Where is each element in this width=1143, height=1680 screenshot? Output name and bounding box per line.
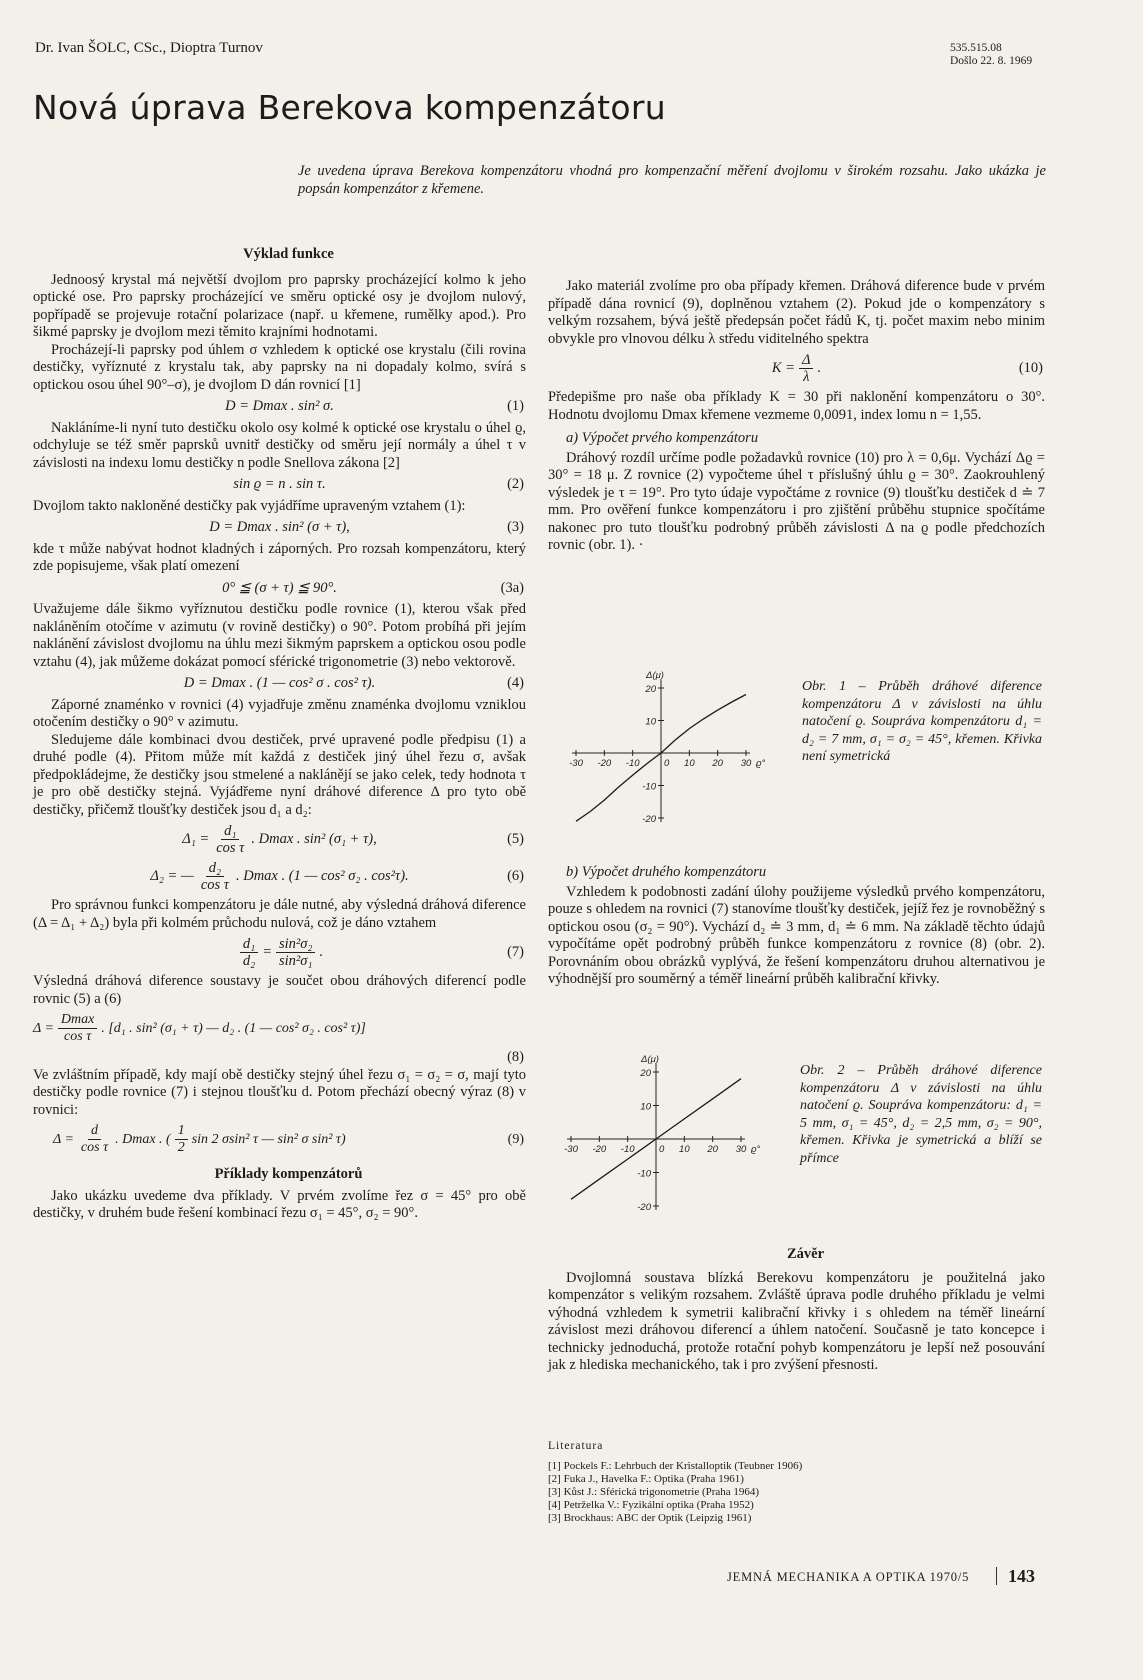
numerator: d <box>88 1123 101 1140</box>
section-heading: Výklad funkce <box>243 246 334 262</box>
reference-item: [3] Kůst J.: Sférická trigonometrie (Praha 1964) <box>548 1486 760 1498</box>
denominator: λ <box>803 369 810 385</box>
left-column <box>33 246 526 1223</box>
paragraph: Vzhledem k podobnosti zadání úlohy použijeme výsledků prvého kompenzátoru, pouze s ohledem na rovnici (7) stanovíme tloušťky destiček, jejíž řez je rovnoběžný s optickou osou (σ₂ = 90°). Vychází d₂ ≐ 3 mm, d₁ ≐ 6 mm. Na základě těchto údajů vypočítáme opět podrobný průběh funkce kompenzátoru z rovnice (8) (obr. 2). Porovnáním obou obrázků vyplývá, že řešení kompenzátoru druhou alternativou je výhodnější pro souměrný a téměř lineární průběh kalibrační křivky. <box>548 883 1045 987</box>
x-tick-label: 0 <box>664 758 670 769</box>
equation-2 <box>33 476 526 494</box>
x-tick-label: 0 <box>659 1144 665 1155</box>
paragraph: Záporné znaménko v rovnici (4) vyjadřuje změnu znaménka dvojlomu vzniklou otočením destičky o 90° v azimutu. <box>33 696 526 730</box>
equation-rhs: . Dmax . sin² (σ₁ + τ), <box>251 830 377 847</box>
y-tick-label: -10 <box>637 1168 651 1180</box>
equation-number: (9) <box>507 1131 524 1147</box>
paragraph: Dvojlom takto nakloněné destičky pak vyjádříme upraveným vztahem (1): <box>33 497 466 514</box>
figure-1-chart <box>548 668 798 843</box>
y-tick-label: -20 <box>637 1202 651 1213</box>
equation-8 <box>33 1012 526 1045</box>
equation-text: D = Dmax . sin² (σ + τ), <box>209 519 350 535</box>
figure-2-caption: Obr. 2 – Průběh dráhové diference kompenzátoru Δ v závislosti na úhlu natočení ϱ. Soupráva kompenzátoru: d₁ = 5 mm, σ₁ = 45°, d₂ = 2,5 mm, σ₂ = 90°, křemen. Křivka je symetrická a blíží se přímce <box>800 1063 1042 1166</box>
equation-6 <box>33 860 526 893</box>
reference-item: [4] Petrželka V.: Fyzikální optika (Praha 1952) <box>548 1499 754 1511</box>
paragraph: Výsledná dráhová diference soustavy je součet obou dráhových diferencí podle rovnic (5) a (6) <box>33 973 526 1007</box>
equation-4 <box>33 675 526 693</box>
paragraph: Pro správnou funkci kompenzátoru je dále nutné, aby výsledná dráhová diference (Δ = Δ₁ + Δ₂) byla při kolmém průchodu nulová, což je dáno vztahem <box>33 897 526 931</box>
x-tick-label: -20 <box>597 758 612 769</box>
x-tick-label: -10 <box>620 1144 635 1155</box>
udk-block <box>950 42 1032 68</box>
equation-10 <box>548 352 1045 385</box>
equation-lhs: Δ₁ = <box>182 830 210 847</box>
paragraph: Dvojlomná soustava blízká Berekovu kompenzátoru je použitelná jako kompenzátor s velikým rozsahem. Zvláště úprava podle druhého příkladu je velmi výhodná vzhledem k symetrii kalibrační křivky i s ohledem na téměř lineární závislost mezi dráhovou diferencí a úhlem natočení. Současně je tato koncepce i technicky jednoduchá, protože rotační pohyb kompenzátoru je lepší než posouvání jak z hlediska mechanického, tak i pro zvýšení přesnosti. <box>548 1269 1045 1373</box>
x-tick-label: 10 <box>684 758 695 769</box>
equation-number: (3a) <box>500 579 524 596</box>
paragraph: Uvažujeme dále šikmo vyříznutou destičku podle rovnice (1), kterou však před nakláněním otočíme v azimutu (v rovině destičky) o 90°. Potom probíhá při jejím naklánění závislost dvojlomu na úhlu mezi šikmým paprskem a optickou osou podle vztahu (4), jak můžeme dokázat pomocí sférické trigonometrie (3) nebo vektorově. <box>33 601 526 670</box>
received-date: Došlo 22. 8. 1969 <box>950 55 1033 67</box>
numerator: d₁ <box>221 823 239 840</box>
paragraph: Dráhový rozdíl určíme podle požadavků rovnice (10) pro λ = 0,6μ. Vychází Δϱ = 30° = 18 μ. Z rovnice (2) vypočteme úhel τ příslušný úhlu ϱ = 30°. Zaokrouhlený výsledek je τ = 19°. Pro tyto údaje vypočtáme z rovnice (9) tloušťku destiček d ≐ 7 mm. Pro ověření funkce kompenzátoru i pro zjištění průběhu stupnice spočítáme nakonec pro tuto tloušťku podrobný průběh závislosti Δ na ϱ podle předchozích rovnic (obr. 1). · <box>548 449 1045 553</box>
equation-lhs: Δ₂ = — <box>150 867 194 884</box>
right-column-top <box>548 278 1045 555</box>
equation-rhs: sin 2 σsin² τ — sin² σ sin² τ) <box>191 1131 346 1147</box>
author-line: Dr. Ivan ŠOLC, CSc., Dioptra Turnov <box>35 40 263 56</box>
journal-name: JEMNÁ MECHANIKA A OPTIKA 1970/5 <box>727 1570 970 1584</box>
references-heading: Literatura <box>548 1440 604 1452</box>
right-column-mid <box>548 864 1045 989</box>
denominator: cos τ <box>216 840 245 856</box>
equation-text: D = Dmax . (1 — cos² σ . cos² τ). <box>183 675 376 691</box>
equation-number: (3) <box>507 519 524 535</box>
denominator: cos τ <box>80 1140 109 1155</box>
y-tick-label: 10 <box>645 716 656 728</box>
x-tick-label: -30 <box>564 1144 578 1155</box>
x-tick-label: 30 <box>740 758 752 769</box>
fraction <box>799 352 814 385</box>
equation-lhs: Δ = <box>33 1020 54 1036</box>
paragraph: Sledujeme dále kombinaci dvou destiček, prvé upravené podle předpisu (1) a druhé podle (4). Přitom může mít každá z destiček jiný úhel řezu σ, avšak předpokládejme, že destičky jsou stmelené a naklánějí se jako celek, tedy hodnota τ je pro obě destičky stejná. Vyjádřeme nyní dráhové diference Δ pro tyto obě destičky, přičemž tloušťky destiček jsou d₁ a d₂: <box>33 731 526 818</box>
denominator: 2 <box>177 1140 185 1155</box>
equation-number: (10) <box>1018 359 1043 376</box>
y-axis-label: Δ(μ) <box>646 670 664 681</box>
section-heading: Závěr <box>786 1246 825 1262</box>
equation-1 <box>33 398 526 416</box>
equation-end: . <box>319 943 324 960</box>
equation-number: (4) <box>507 675 524 691</box>
equation-7 <box>33 936 526 969</box>
equation-text: 0° ≦ (σ + τ) ≦ 90°. <box>222 579 337 596</box>
udk-code: 535.515.08 <box>950 42 1002 54</box>
denominator: d₂ <box>242 953 256 969</box>
equation-number: (5) <box>507 830 524 847</box>
fraction <box>213 823 247 856</box>
denominator: cos τ <box>64 1029 92 1044</box>
figure-1-caption: Obr. 1 – Průběh dráhové diference kompenzátoru Δ v závislosti na úhlu natočení ϱ. Soupráva kompenzátoru d₁ = d₂ = 7 mm, σ₁ = σ₂ = 45°, křemen. Křivka není symetrická <box>802 679 1042 764</box>
fraction <box>240 936 258 969</box>
equation-text: sin ϱ = n . sin τ. <box>233 476 326 492</box>
fraction <box>175 1123 188 1156</box>
reference-item: [1] Pockels F.: Lehrbuch der Kristalloptik (Teubner 1906) <box>548 1460 803 1472</box>
references <box>548 1440 968 1525</box>
equation-mid: . Dmax . ( <box>115 1131 171 1147</box>
equation-3a <box>33 580 526 598</box>
fraction <box>78 1123 111 1156</box>
denominator: sin²σ₁ <box>279 953 313 969</box>
equation-number: (8) <box>507 1049 524 1065</box>
y-tick-label: 20 <box>640 1068 651 1079</box>
equation-3 <box>33 519 526 537</box>
y-tick-label: 10 <box>640 1101 651 1113</box>
paragraph: Předepišme pro naše oba příklady K = 30 při naklonění kompenzátoru o 30°. Hodnotu dvojlomu Dmax křemene vezmeme 0,0091, index lomu n = 1,55. <box>548 389 1045 423</box>
x-tick-label: 10 <box>679 1144 690 1155</box>
equation-number: (6) <box>507 867 524 884</box>
x-tick-label: -30 <box>569 758 583 769</box>
section-heading: Příklady kompenzátorů <box>214 1166 363 1182</box>
numerator: Δ <box>799 352 814 369</box>
y-tick-label: -10 <box>642 781 656 793</box>
denominator: cos τ <box>200 877 229 893</box>
x-axis-label: ϱ° <box>756 758 766 769</box>
subsection-heading: a) Výpočet prvého kompenzátoru <box>566 430 759 446</box>
numerator: Dmax <box>58 1012 97 1029</box>
fraction <box>58 1012 97 1045</box>
equation-lhs: Δ = <box>53 1131 74 1147</box>
numerator: d₁ <box>240 936 258 953</box>
paragraph: Jako materiál zvolíme pro oba případy křemen. Dráhová diference bude v prvém případě dána rovnicí (9), doplněnou vztahem (2). Pokud jde o kompenzátory s velkým rozsahem, bývá ještě předepsán počet řádů K, tj. počet maxim nebo minim obvykle pro vlnovou délku λ středu viditelného spektra <box>548 278 1045 347</box>
x-tick-label: 20 <box>712 758 723 769</box>
x-axis-label: ϱ° <box>751 1144 761 1155</box>
numerator: sin²σ₂ <box>276 936 315 953</box>
x-tick-label: -20 <box>592 1144 607 1155</box>
reference-item: [2] Fuka J., Havelka F.: Optika (Praha 1961) <box>548 1473 744 1485</box>
x-tick-label: 20 <box>707 1144 718 1155</box>
y-axis-label: Δ(μ) <box>641 1054 659 1065</box>
footer-divider <box>996 1567 997 1585</box>
equation-5 <box>33 823 526 856</box>
y-tick-label: -20 <box>642 814 656 825</box>
fraction <box>198 860 232 893</box>
x-tick-label: 30 <box>735 1144 747 1155</box>
equation-lhs: K = <box>771 359 795 376</box>
y-tick-label: 20 <box>645 684 656 695</box>
subsection-heading: b) Výpočet druhého kompenzátoru <box>566 864 767 880</box>
equation-rhs: . Dmax . (1 — cos² σ₂ . cos²τ). <box>235 867 409 884</box>
equals-sign: = <box>262 943 272 960</box>
equation-rhs: . [d₁ . sin² (σ₁ + τ) — d₂ . (1 — cos² σ₂ . cos² τ)] <box>101 1020 366 1036</box>
equation-number: (2) <box>507 476 524 492</box>
figure-2-chart <box>545 1050 795 1230</box>
equation-number: (7) <box>507 943 524 960</box>
abstract: Je uvedena úprava Berekova kompenzátoru vhodná pro kompenzační měření dvojlomu v širokém rozsahu. Jako ukázka je popsán kompenzátor z křemene. <box>298 163 1046 197</box>
equation-end: . <box>817 359 822 376</box>
equation-number: (1) <box>507 398 524 414</box>
paragraph: Jako ukázku uvedeme dva příklady. V prvém zvolíme řez σ = 45° pro obě destičky, v druhém bude řešení kombinací řezu σ₁ = 45°, σ₂ = 90°. <box>33 1187 526 1221</box>
x-tick-label: -10 <box>625 758 640 769</box>
reference-item: [3] Brockhaus: ABC der Optik (Leipzig 1961) <box>548 1512 752 1524</box>
article-title: Nová úprava Berekova kompenzátoru <box>33 88 666 127</box>
numerator: d₂ <box>206 860 224 877</box>
numerator: 1 <box>175 1123 188 1140</box>
page-number: 143 <box>1008 1566 1035 1586</box>
paragraph: Ve zvláštním případě, kdy mají obě destičky stejný úhel řezu σ₁ = σ₂ = σ, mají tyto destičky podle rovnice (7) i stejnou tloušťku d. Potom přechází obecný výraz (8) v rovnici: <box>33 1066 526 1118</box>
equation-text: D = Dmax . sin² σ. <box>225 398 334 414</box>
fraction <box>276 936 315 969</box>
paragraph: kde τ může nabývat hodnot kladných i záporných. Pro rozsah kompenzátoru, který zde popisujeme, však platí omezení <box>33 540 526 574</box>
paragraph: Jednoosý krystal má největší dvojlom pro paprsky procházející kolmo k jeho optické ose. Pro paprsky procházející ve směru optické osy je dvojlom nulový, popřípadě se projevuje rotační polarizace (např. u křemene, rumělky apod.). Pro šikmé paprsky je dvojlom mezi těmito krajními hodnotami. <box>33 271 526 340</box>
paragraph: Nakláníme-li nyní tuto destičku okolo osy kolmé k optické ose krystalu o úhel ϱ, odchyluje se též směr paprsků uvnitř destičky od směru její normály a úhel τ v závislosti na indexu lomu destičky n podle Snellova zákona [2] <box>33 419 526 471</box>
right-column-bottom <box>548 1246 1045 1375</box>
paragraph: Procházejí-li paprsky pod úhlem σ vzhledem k optické ose krystalu (čili rovina destičky, vyříznuté z krystalu tak, aby paprsky na ni dopadaly kolmo, svírá s optickou osou úhel 90°–σ), je dvojlom D dán rovnicí [1] <box>33 341 526 393</box>
equation-9 <box>33 1123 526 1156</box>
